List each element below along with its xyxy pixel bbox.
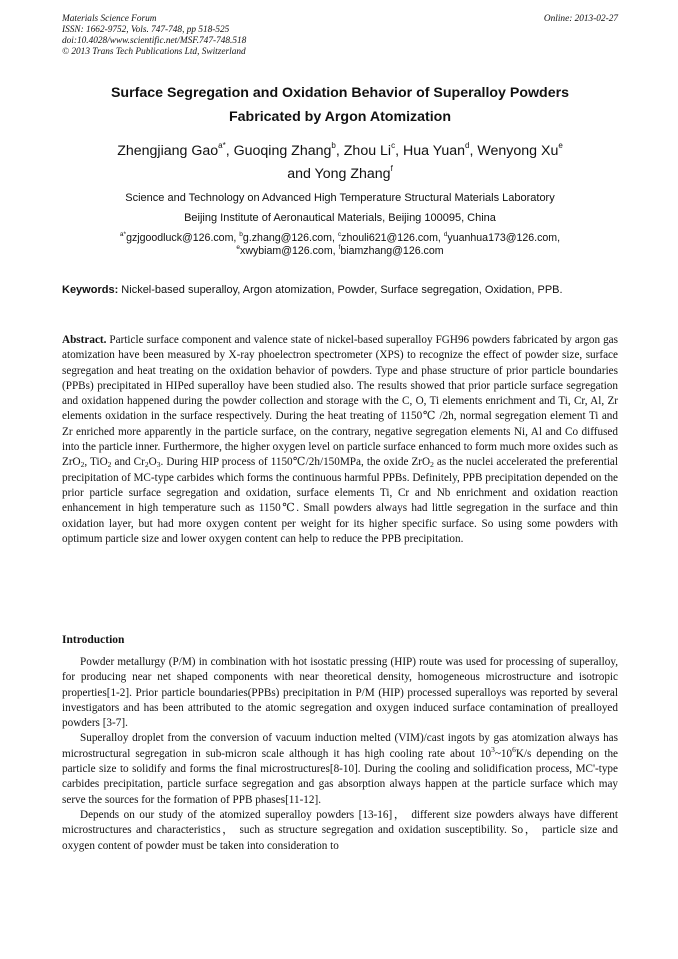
abstract-text: Particle surface component and valence state of nickel-based superalloy FGH96 powders fabricated by argon gas atomization have been measured by X-ray phoelectron spectrometer (XPS) to recognize the effect of powder size, surface segregation and heat treating on the oxidation behavior of powders. Type and phase structure of prior particle boundaries (PPBs) precipitated in HIPed superalloy have been studied also. The results showed that prior particle surface segregation and oxidation happened during the powder collection and storage with the C, O, Ti elements enrichment and Ti, Cr, Al, Zr elements oxidation in the surface respectively. During the heat treating of 1150℃ /2h, normal segregation element Ti and Zr enriched more apparently in the particle surface, on the contrary, negative segregation elements Ni, Al and Co diffused into the particle inner. Furthermore, the higher oxygen level on particle surface enhanced to form much more oxides such as ZrO	[62, 334, 618, 469]
author-name: Zhengjiang Gao	[117, 143, 219, 159]
paragraph-text: Superalloy droplet from the conversion of vacuum induction melted (VIM)/cast ingots by gas atomization always has microstructural segregation in sub-micron scale although it has high cooling rate about 10	[62, 732, 618, 760]
affiliation-line-2: Beijing Institute of Aeronautical Materials, Beijing 100095, China	[184, 212, 496, 224]
copyright-line: © 2013 Trans Tech Publications Ltd, Switzerland	[62, 47, 246, 57]
superscript: 3	[491, 744, 495, 754]
online-date: Online: 2013-02-27	[543, 14, 618, 24]
doi-line: doi:10.4028/www.scientific.net/MSF.747-748.518	[62, 36, 247, 46]
affiliation-line-1: Science and Technology on Advanced High Temperature Structural Materials Laboratory	[125, 192, 555, 204]
author-emails	[62, 232, 618, 258]
author-mark: a*	[218, 141, 226, 150]
abstract-text: as the nuclei accelerated the preferential precipitation of MC-type carbides which forms the continuous harmful PPBs. Definitely, PPB precipitation depended on the prior particle surface segregation and oxidation, surface elements Ti, Cr and Nb enrichment and oxidation reaction enhancement in high temperature such as 1150℃. Small powders always had little segregation in the surface and thin oxidation layer, but had more oxygen content per weight for its higher specific surface. So using some powders with optimum particle size and lower oxygen content can help to reduce the PPB precipitation.	[62, 456, 618, 545]
email-address: yuanhua173@126.com,	[447, 232, 561, 244]
title-line-1: Surface Segregation and Oxidation Behavior of Superalloy Powders	[110, 85, 570, 101]
author-name: , Zhou Li	[335, 143, 392, 159]
abstract-label: Abstract.	[62, 334, 107, 346]
keywords-label: Keywords:	[62, 284, 119, 296]
paper-title	[62, 81, 618, 129]
email-mark: f	[338, 244, 341, 251]
email-address: g.zhang@126.com,	[242, 232, 338, 244]
author-name: , Hua Yuan	[395, 143, 466, 159]
abstract	[62, 333, 618, 547]
title-line-2: Fabricated by Argon Atomization	[228, 109, 452, 125]
paragraph-text: K/s depending on the particle size to solidify and forms the final microstructures[8-10]. During the cooling and solidification process, MC'-type carbides precipitation, particle surface segregation and gas absorption always happen at the particle surface which may serve the sources for the formation of PPB phases[11-12].	[62, 747, 618, 806]
author-mark: f	[390, 164, 393, 173]
abstract-text: and Cr	[111, 456, 145, 469]
author-mark: c	[391, 141, 396, 150]
author-mark: d	[465, 141, 470, 150]
email-address: biamzhang@126.com	[340, 245, 444, 257]
journal-header	[62, 14, 618, 58]
intro-paragraph-2	[62, 731, 618, 807]
email-address: xwybiam@126.com,	[240, 245, 339, 257]
keywords-text: Nickel-based superalloy, Argon atomization, Powder, Surface segregation, Oxidation, PPB.	[118, 284, 563, 296]
intro-paragraph-3: Depends on our study of the atomized superalloy powders [13-16]， different size powders always have different microstructures and characteristics， such as structure segregation and oxidation susceptibility. So， particle size and oxygen content of powder must be taken into consideration to	[62, 808, 618, 852]
subscript: 2	[144, 460, 149, 470]
abstract-paragraph	[62, 333, 618, 547]
introduction-body	[62, 655, 618, 854]
email-address: zhouli621@126.com,	[341, 232, 444, 244]
email-mark: c	[337, 231, 342, 238]
author-name: , Wenyong Xu	[469, 143, 559, 159]
author-name: and Yong Zhang	[287, 166, 391, 182]
abstract-text: , TiO	[84, 456, 108, 469]
authors-line-2	[62, 163, 618, 186]
email-mark: b	[239, 231, 243, 238]
subscript: 2	[107, 460, 112, 470]
superscript: 6	[512, 744, 516, 754]
subscript: 2	[430, 460, 434, 470]
email-mark: a*	[119, 231, 127, 238]
abstract-text: O	[148, 456, 157, 469]
journal-name: Materials Science Forum	[62, 14, 157, 24]
author-mark: e	[558, 141, 563, 150]
email-mark: e	[236, 244, 241, 251]
author-mark: b	[331, 141, 336, 150]
paragraph-text: ~10	[494, 747, 513, 760]
email-address: gzjgoodluck@126.com,	[126, 232, 240, 244]
section-heading-introduction: Introduction	[62, 634, 125, 646]
author-name: , Guoqing Zhang	[225, 143, 332, 159]
intro-paragraph-1: Powder metallurgy (P/M) in combination with hot isostatic pressing (HIP) route was used for processing of superalloy, for producing near net shaped components with near theoretical density, homogeneous microstructure and isotropic properties[1-2]. Prior particle boundaries(PPBs) precipitation in P/M (HIP) processed superalloys was reported by several investigators and has been attributed to the atomic segregation and oxygen induced surface contamination of prealloyed powders [3-7].	[62, 656, 618, 730]
issn-line: ISSN: 1662-9752, Vols. 747-748, pp 518-525	[62, 25, 230, 35]
abstract-text: . During HIP process of 1150℃/2h/150MPa, the oxide ZrO	[160, 456, 431, 469]
subscript: 2	[80, 460, 85, 470]
keywords	[62, 283, 618, 297]
email-mark: d	[443, 231, 448, 238]
authors-line-1	[62, 140, 618, 163]
author-list	[62, 140, 618, 186]
subscript: 3	[156, 460, 161, 470]
